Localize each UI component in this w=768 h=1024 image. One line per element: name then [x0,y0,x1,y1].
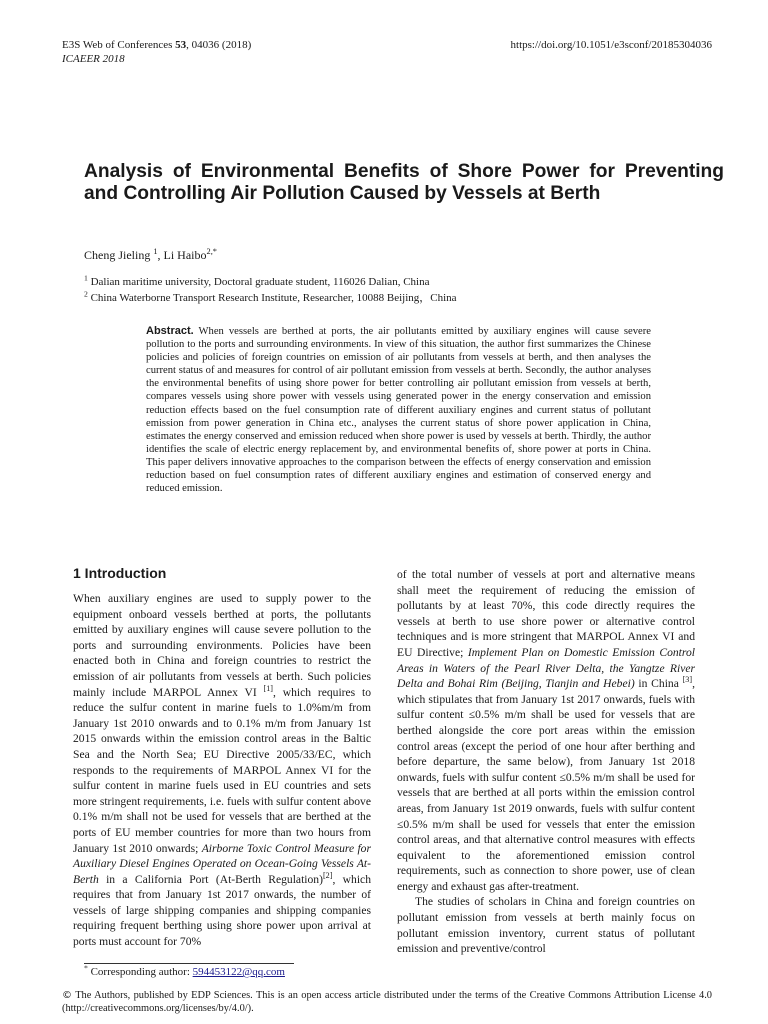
citation-ref-3: [3] [682,675,693,685]
author-email-link[interactable]: 594453122@qq.com [192,966,285,978]
text-run: , which stipulates that from January 1st 2017 onwards, fuels with sulfur content ≤0.5% m/m shall be used for vessels that are berthed alongside the core port areas within the emission control areas (except the period of one hour after berthing and before departure, the same below), from January 1st 2018 onwards, fuels with sulfur content ≤0.5% m/m shall be used for vessels that are berthed at all ports within the emission control areas, from January 1st 2019 onwards, fuels with sulfur content ≤0.5% m/m shall be used for vessels that enter the emission control areas, and that alternative control measures with effects equivalent to the aforementioned emission control requirements, such as connection to shore power, use of clean energy and exhaust gas after-treatment. [397,677,695,893]
abstract-text: When vessels are berthed at ports, the air pollutants emitted by auxiliary engines will cause severe pollution to the ports and surrounding environments. In view of this situation, the author first summarizes the Chinese policies and policies of foreign countries on emission of air pollutants from vessels at berth, and then analyses the current status of and measures for control of air pollutant emission from vessels at berth. Secondly, the author analyses the environmental benefits of using shore power for better controlling air pollutant emission from vessels at berth, compares vessels using shore power with vessels using generated power in the energy conservation and emission reduction effects based on the fuel consumption rate of different auxiliary engines and current status of pollutant emission from power generation in China etc., analyses the current status of shore power application in China, estimates the energy conserved and emission reduced when shore power is used by vessels at berth. Thirdly, the author identifies the scale of electric energy replacement by, and environmental benefits of, shore power at ports in China. This paper delivers innovative approaches to the comparison between the effects of energy conservation and emission reduction based on fuel consumption rates of different auxiliary engines and estimation of conserved energy and reduced emission. [146,326,651,495]
journal-name: E3S Web of Conferences [62,39,173,51]
abstract [146,325,651,495]
author-1: Cheng Jieling [84,248,151,262]
body-column-right [397,567,695,957]
author-list: Cheng Jieling $^1$, Li Haibo$^{2,*}$ [84,247,217,262]
affiliation-1 [84,274,457,290]
license-statement [62,990,712,1015]
paper-title: Analysis of Environmental Benefits of Shore Power for Preventing and Controlling Air Pollution Caused by Vessels at Berth [84,161,724,204]
affiliation-2-text: China Waterborne Transport Research Institute, Researcher, 10088 Beijing，China [90,292,457,304]
text-run: , which requires to reduce the sulfur content in marine fuels to 1.0%m/m from January 1st 2010 onwards and to 0.1% m/m from January 1st 2015 onwards within the emission control areas in the Baltic Sea and the North Sea; EU Directive 2005/33/EC, which responds to the requirements of MARPOL Annex VI for the sulfur content in marine fuels used in EU countries and sets more stringent requirements, i.e. fuels with sulfur content above 0.1% m/m shall not be used for vessels that are berthed at the ports of EU member countries for more than two hours from January 1st 2010 onwards; [73,685,371,855]
affiliation-2 [84,290,457,306]
italic-title: Implement Plan on Domestic Emission Control Areas in Waters of the Pearl River Delta, the Yangtze River Delta and Bohai Rim (Beijing, Tianjin and Hebei) [397,645,695,691]
affiliation-1-number: 1 [84,273,88,283]
text-run: in a California Port (At-Berth Regulation) [98,872,323,886]
license-text: The Authors, published by EDP Sciences. This is an open access article distributed under the terms of the Creative Commons Attribution License 4.0 (http://creativecommons.org/licenses/by/4.0/). [62,990,712,1014]
affiliation-1-text: Dalian maritime university, Doctoral graduate student, 116026 Dalian, China [90,276,430,288]
intro-paragraph-1-cont [397,567,695,894]
running-header [62,38,251,66]
citation-ref-2: [2] [322,870,333,880]
footnote [84,963,285,978]
article-number: , 04036 (2018) [186,39,252,51]
footnote-label: Corresponding author: [90,966,193,978]
footnote-divider [84,963,294,964]
footnote-marker: * [84,963,88,973]
journal-volume: 53 [175,39,187,51]
text-run: in China [634,677,683,691]
conference-name: ICAEER 2018 [62,53,125,65]
citation-ref-1: [1] [263,683,273,693]
intro-paragraph-1 [73,591,371,950]
author-2: Li Haibo [163,248,207,262]
intro-paragraph-2: The studies of scholars in China and foreign countries on pollutant emission from vessels at berth mainly focus on pollutant emission inventory, current status of pollutant emission and preventive/control [397,895,695,956]
affiliations [84,274,457,306]
copyright-icon: © [62,990,72,1001]
author-1-affil: 1 [153,247,158,256]
affiliation-2-number: 2 [84,289,88,299]
doi-link[interactable]: https://doi.org/10.1051/e3sconf/20185304036 [510,39,712,51]
journal-citation [62,38,251,52]
abstract-label: Abstract. [146,325,194,337]
text-run: of the total number of vessels at port and alternative means shall meet the requirement of reducing the emission of pollutants by at least 70%, this code directly requires the vessels at berth to use shore power or alternative control techniques and is more stringent that MARPOL Annex VI and EU Directive; [397,568,695,659]
author-2-affil: 2,* [206,247,217,256]
italic-title: Airborne Toxic Control Measure for Auxiliary Diesel Engines Operated on Ocean-Going Vessels At-Berth [73,841,371,886]
body-column-left [73,591,371,950]
doi-link-container [511,38,712,52]
section-heading: 1 Introduction [73,565,167,581]
text-run: , which requires that from January 1st 2017 onwards, the number of vessels of large shipping companies and shipping companies requiring frequent berthing using shore power upon arrival at ports must account for 70% [73,872,371,949]
text-run: When auxiliary engines are used to supply power to the equipment onboard vessels berthed at ports, the pollutants emitted by auxiliary engines will cause severe pollution to the ports and surrounding environments. Policies have been enacted both in China and foreign countries to restrict the emission of air pollutants from vessels at berth. Such policies mainly include MARPOL Annex VI [73,592,371,699]
